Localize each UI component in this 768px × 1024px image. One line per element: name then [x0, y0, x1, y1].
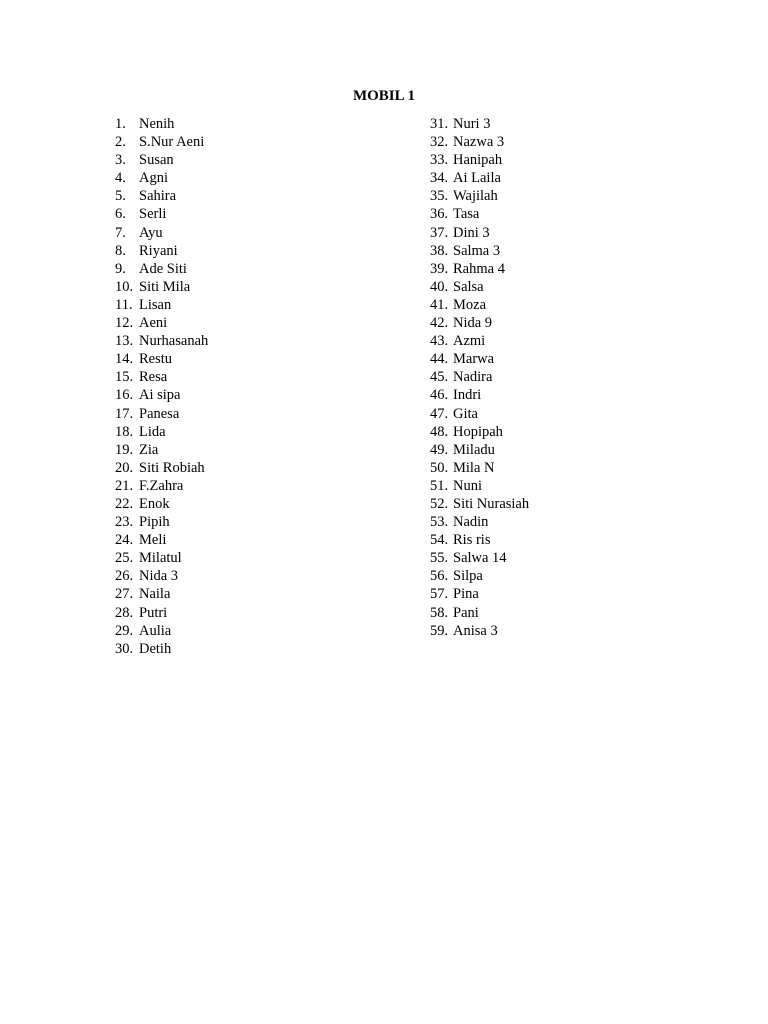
list-item-name: Lida: [139, 423, 166, 440]
list-item-name: Moza: [453, 296, 487, 313]
list-item-name: Aeni: [139, 315, 168, 332]
list-item: [430, 368, 529, 386]
list-item-name: Panesa: [139, 405, 180, 422]
list-item-number: 51.: [430, 477, 449, 494]
list-item-number: 31.: [430, 116, 449, 132]
list-item-name: Ayu: [139, 224, 163, 241]
list-item-number: 26.: [115, 568, 134, 585]
list-item: [115, 459, 208, 477]
list-item: [430, 314, 529, 332]
list-item-number: 12.: [115, 315, 134, 332]
list-item: [115, 350, 208, 368]
list-item-name: Nurhasanah: [139, 333, 209, 350]
list-item: [430, 169, 529, 187]
list-item-number: 15.: [115, 369, 134, 386]
list-item-number: 57.: [430, 586, 449, 603]
list-item-number: 39.: [430, 260, 449, 277]
list-item-name: Silpa: [453, 568, 483, 585]
list-item-number: 48.: [430, 423, 449, 440]
list-item-name: Lisan: [139, 296, 172, 313]
list-item-number: 21.: [115, 477, 134, 494]
list-item-name: Siti Mila: [139, 278, 191, 295]
list-item: [115, 567, 208, 585]
list-item: [430, 205, 529, 223]
list-item-number: 46.: [430, 387, 449, 404]
list-item-name: Dini 3: [453, 224, 490, 241]
list-item: [430, 622, 529, 640]
list-item: [430, 549, 529, 567]
list-item: [115, 495, 208, 513]
list-item-number: 19.: [115, 441, 134, 458]
list-item-name: Pani: [453, 604, 479, 621]
list-item-number: 29.: [115, 622, 134, 639]
list-item-name: Ade Siti: [139, 260, 187, 277]
list-item-name: Rahma 4: [453, 260, 505, 277]
list-item: [430, 133, 529, 151]
list-item: [115, 151, 208, 169]
list-item-number: 28.: [115, 604, 134, 621]
list-item-number: 35.: [430, 188, 449, 205]
list-item-number: 30.: [115, 640, 134, 657]
list-item: [115, 622, 208, 640]
list-item: [430, 278, 529, 296]
list-item-number: 37.: [430, 224, 449, 241]
list-item-number: 38.: [430, 242, 449, 259]
list-item-number: 25.: [115, 550, 134, 567]
list-item-name: Aulia: [139, 622, 172, 639]
list-item-name: Marwa: [453, 351, 495, 368]
list-item-name: Zia: [139, 441, 159, 458]
list-item: [430, 567, 529, 585]
list-item-name: Pipih: [139, 514, 170, 531]
list-item: [430, 604, 529, 622]
list-item-name: Serli: [139, 206, 167, 223]
list-item-number: 22.: [115, 495, 134, 512]
list-item-number: 23.: [115, 514, 134, 531]
list-item-number: 7.: [115, 224, 126, 241]
list-item-number: 33.: [430, 152, 449, 169]
list-item: [115, 169, 208, 187]
list-item-name: Nenih: [139, 116, 175, 132]
list-item-number: 27.: [115, 586, 134, 603]
list-item-number: 34.: [430, 170, 449, 187]
list-item-name: Siti Nurasiah: [453, 495, 530, 512]
list-item-name: Resa: [139, 369, 168, 386]
list-item: [430, 260, 529, 278]
list-item: [430, 585, 529, 603]
list-item-name: Ai sipa: [139, 387, 181, 404]
list-item: [115, 133, 208, 151]
list-item-number: 50.: [430, 459, 449, 476]
list-item-number: 20.: [115, 459, 134, 476]
list-item: [430, 187, 529, 205]
list-item-name: Gita: [453, 405, 478, 422]
list-item-name: Detih: [139, 640, 172, 657]
list-item-number: 11.: [115, 296, 133, 313]
list-item-number: 52.: [430, 495, 449, 512]
list-item-name: Nida 9: [453, 315, 493, 332]
list-item: [430, 332, 529, 350]
list-item-name: Sahira: [139, 188, 177, 205]
list-item: [430, 224, 529, 242]
list-item: [430, 459, 529, 477]
list-item-name: Ai Laila: [453, 170, 501, 187]
list-column-left: [115, 115, 208, 658]
list-item-number: 55.: [430, 550, 449, 567]
list-item: [115, 549, 208, 567]
list-item-name: Hopipah: [453, 423, 503, 440]
list-item-name: Nazwa 3: [453, 134, 505, 151]
list-item-number: 53.: [430, 514, 449, 531]
list-item: [115, 477, 208, 495]
list-item-number: 36.: [430, 206, 449, 223]
list-item: [115, 314, 208, 332]
list-item: [430, 531, 529, 549]
list-item: [115, 368, 208, 386]
list-item: [115, 423, 208, 441]
list-item: [430, 151, 529, 169]
page-title: MOBIL 1: [352, 88, 416, 104]
list-item: [430, 386, 529, 404]
list-item-number: 18.: [115, 423, 134, 440]
list-item-number: 2.: [115, 134, 126, 151]
list-item-number: 16.: [115, 387, 134, 404]
list-item-name: Nuri 3: [453, 116, 491, 132]
list-item-name: Hanipah: [453, 152, 503, 169]
list-item-number: 9.: [115, 260, 126, 277]
list-item: [430, 423, 529, 441]
list-item-number: 8.: [115, 242, 126, 259]
list-item: [115, 278, 208, 296]
list-item-name: Wajilah: [453, 188, 498, 205]
list-item-number: 56.: [430, 568, 449, 585]
list-item-number: 6.: [115, 206, 126, 223]
list-item: [115, 187, 208, 205]
list-item-number: 5.: [115, 188, 126, 205]
list-item-number: 17.: [115, 405, 134, 422]
list-item-name: Nuni: [453, 477, 482, 494]
list-item-name: Azmi: [453, 333, 486, 350]
list-item: [115, 604, 208, 622]
list-item-name: Nadin: [453, 514, 489, 531]
list-item: [430, 296, 529, 314]
list-item: [115, 405, 208, 423]
list-item: [115, 386, 208, 404]
list-item-number: 54.: [430, 532, 449, 549]
list-item-number: 32.: [430, 134, 449, 151]
list-item-number: 10.: [115, 278, 134, 295]
list-item: [430, 513, 529, 531]
list-item: [115, 224, 208, 242]
list-item: [115, 640, 208, 658]
list-item-name: S.Nur Aeni: [139, 134, 205, 151]
list-item: [430, 350, 529, 368]
list-item: [115, 296, 208, 314]
list-item-name: Salsa: [453, 278, 484, 295]
list-item-name: Ris ris: [453, 532, 491, 549]
list-item: [115, 513, 208, 531]
list-item-name: Meli: [139, 532, 167, 549]
list-item-number: 44.: [430, 351, 449, 368]
list-item: [115, 531, 208, 549]
list-item: [115, 332, 208, 350]
list-item-name: Naila: [139, 586, 171, 603]
list-item-name: Pina: [453, 586, 479, 603]
list-item-name: Salma 3: [453, 242, 501, 259]
list-item-name: Nida 3: [139, 568, 179, 585]
list-item-number: 42.: [430, 315, 449, 332]
list-item-name: Susan: [139, 152, 174, 169]
list-item-number: 3.: [115, 152, 126, 169]
list-item: [115, 260, 208, 278]
list-item: [115, 115, 208, 133]
list-item-number: 4.: [115, 170, 126, 187]
list-item: [430, 115, 529, 133]
list-item-name: Miladu: [453, 441, 495, 458]
list-item-number: 24.: [115, 532, 134, 549]
list-item-name: Enok: [139, 495, 170, 512]
list-item: [115, 441, 208, 459]
list-item-name: Milatul: [139, 550, 182, 567]
list-item-number: 43.: [430, 333, 449, 350]
list-item-name: Nadira: [453, 369, 493, 386]
list-item-number: 49.: [430, 441, 449, 458]
list-item-name: Restu: [139, 351, 173, 368]
list-item: [115, 242, 208, 260]
list-item-name: F.Zahra: [139, 477, 184, 494]
list-item: [430, 242, 529, 260]
list-item: [430, 495, 529, 513]
list-column-right: [430, 115, 529, 640]
list-item-name: Agni: [139, 170, 168, 187]
list-item-name: Mila N: [453, 459, 495, 476]
list-item-name: Anisa 3: [453, 622, 498, 639]
list-item-number: 47.: [430, 405, 449, 422]
list-item: [115, 205, 208, 223]
list-item-number: 59.: [430, 622, 449, 639]
list-item: [430, 441, 529, 459]
list-item-name: Indri: [453, 387, 482, 404]
list-item: [115, 585, 208, 603]
list-item: [430, 405, 529, 423]
list-item-name: Salwa 14: [453, 550, 507, 567]
list-item: [430, 477, 529, 495]
list-item-name: Riyani: [139, 242, 178, 259]
list-item-number: 40.: [430, 278, 449, 295]
list-item-name: Siti Robiah: [139, 459, 205, 476]
list-item-name: Tasa: [453, 206, 480, 223]
list-item-number: 1.: [115, 116, 126, 132]
list-item-name: Putri: [139, 604, 168, 621]
list-item-number: 45.: [430, 369, 449, 386]
list-item-number: 58.: [430, 604, 449, 621]
list-item-number: 14.: [115, 351, 134, 368]
list-item-number: 41.: [430, 296, 449, 313]
list-item-number: 13.: [115, 333, 134, 350]
